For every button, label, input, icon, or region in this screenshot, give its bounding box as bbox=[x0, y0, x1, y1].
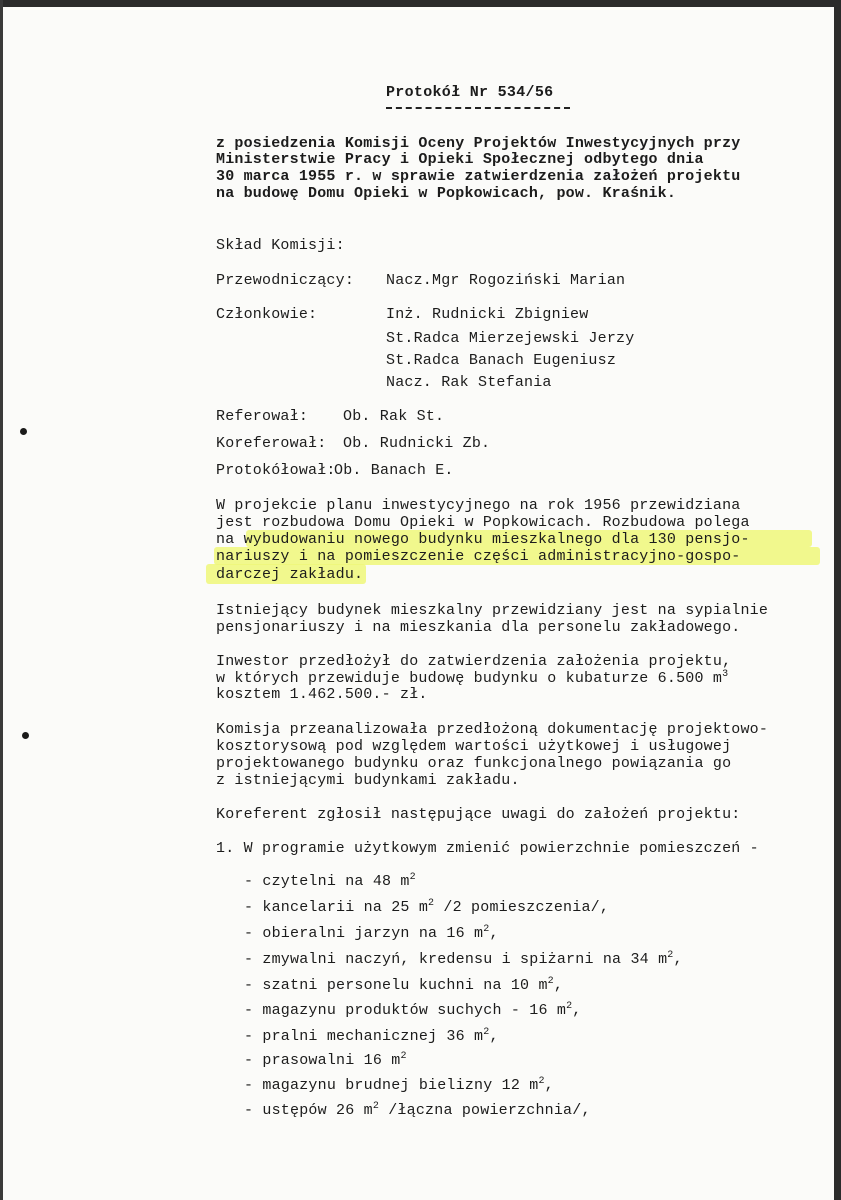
list-item: - kancelarii na 25 $m^2$ /2 pomieszczenia/, bbox=[244, 898, 610, 916]
role-label: Koreferował: bbox=[216, 435, 327, 452]
list-item: - czytelni na 48 $m^2$ bbox=[244, 872, 416, 890]
document-title: Protokół Nr 534/56 bbox=[386, 84, 554, 101]
paragraph-line: Istniejący budynek mieszkalny przewidziany jest na sypialnie bbox=[216, 602, 769, 619]
list-item: - magazynu brudnej bielizny 12 $m^2$, bbox=[244, 1076, 554, 1094]
intro-line: na budowę Domu Opieki w Popkowicach, pow. Kraśnik. bbox=[216, 185, 677, 202]
intro-line: 30 marca 1955 r. w sprawie zatwierdzenia założeń projektu bbox=[216, 168, 741, 185]
paragraph-line: pensjonariuszy i na mieszkania dla personelu zakładowego. bbox=[216, 619, 741, 636]
paragraph-line bbox=[216, 670, 728, 687]
punch-hole-mark bbox=[22, 732, 29, 739]
members-label: Członkowie: bbox=[216, 306, 318, 323]
scan-edge-top bbox=[0, 0, 841, 7]
paragraph-line: jest rozbudowa Domu Opieki w Popkowicach. Rozbudowa polega bbox=[216, 514, 750, 531]
paragraph-line-text: w których przewiduje budowę budynku o kubaturze 6.500 m bbox=[216, 670, 723, 687]
scan-edge-right bbox=[834, 0, 841, 1200]
paragraph-coreferent-remarks: Koreferent zgłosił następujące uwagi do założeń projektu: bbox=[216, 806, 741, 823]
list-item: - ustępów 26 $m^2$ /łączna powierzchnia/, bbox=[244, 1101, 591, 1119]
scan-edge-left bbox=[0, 0, 3, 1200]
role-label: Protokółował: bbox=[216, 462, 336, 479]
list-item: - obieralni jarzyn na 16 $m^2$, bbox=[244, 924, 499, 942]
paragraph-line: projektowanego budynku oraz funkcjonalnego powiązania go bbox=[216, 755, 732, 772]
paragraph-line: darczej zakładu. bbox=[216, 566, 364, 583]
paragraph-line: W projekcie planu inwestycyjnego na rok 1956 przewidziana bbox=[216, 497, 741, 514]
punch-hole-mark bbox=[20, 428, 27, 435]
commission-heading: Skład Komisji: bbox=[216, 237, 345, 254]
member-name: Nacz. Rak Stefania bbox=[386, 374, 552, 391]
paragraph-line: kosztem 1.462.500.- zł. bbox=[216, 686, 428, 703]
paragraph-line: z istniejącymi budynkami zakładu. bbox=[216, 772, 520, 789]
member-name: Inż. Rudnicki Zbigniew bbox=[386, 306, 589, 323]
point-1: 1. W programie użytkowym zmienić powierzchnie pomieszczeń - bbox=[216, 840, 759, 857]
paragraph-line: na wybudowaniu nowego budynku mieszkalnego dla 130 pensjo- bbox=[216, 531, 750, 548]
superscript-unit: 3 bbox=[722, 669, 729, 680]
list-item: - pralni mechanicznej 36 $m^2$, bbox=[244, 1027, 499, 1045]
role-value: Ob. Rudnicki Zb. bbox=[343, 435, 491, 452]
list-item: - szatni personelu kuchni na 10 $m^2$, bbox=[244, 976, 564, 994]
role-label: Referował: bbox=[216, 408, 309, 425]
chair-label: Przewodniczący: bbox=[216, 272, 355, 289]
list-item: - prasowalni 16 $m^2$ bbox=[244, 1051, 407, 1069]
role-value: Ob. Rak St. bbox=[343, 408, 445, 425]
paragraph-line: Inwestor przedłożył do zatwierdzenia założenia projektu, bbox=[216, 653, 732, 670]
list-item: - magazynu produktów suchych - 16 $m^2$, bbox=[244, 1001, 582, 1019]
role-value: Ob. Banach E. bbox=[334, 462, 454, 479]
member-name: St.Radca Banach Eugeniusz bbox=[386, 352, 617, 369]
intro-line: Ministerstwie Pracy i Opieki Społecznej odbytego dnia bbox=[216, 151, 704, 168]
paragraph-line: nariuszy i na pomieszczenie części administracyjno-gospo- bbox=[216, 548, 741, 565]
list-item: - zmywalni naczyń, kredensu i spiżarni na 34 $m^2$, bbox=[244, 950, 683, 968]
chair-name: Nacz.Mgr Rogoziński Marian bbox=[386, 272, 626, 289]
intro-line: z posiedzenia Komisji Oceny Projektów Inwestycyjnych przy bbox=[216, 135, 741, 152]
title-underline bbox=[386, 107, 570, 109]
paragraph-line: Komisja przeanalizowała przedłożoną dokumentację projektowo- bbox=[216, 721, 769, 738]
member-name: St.Radca Mierzejewski Jerzy bbox=[386, 330, 635, 347]
paragraph-line: kosztorysową pod względem wartości użytkowej i usługowej bbox=[216, 738, 732, 755]
